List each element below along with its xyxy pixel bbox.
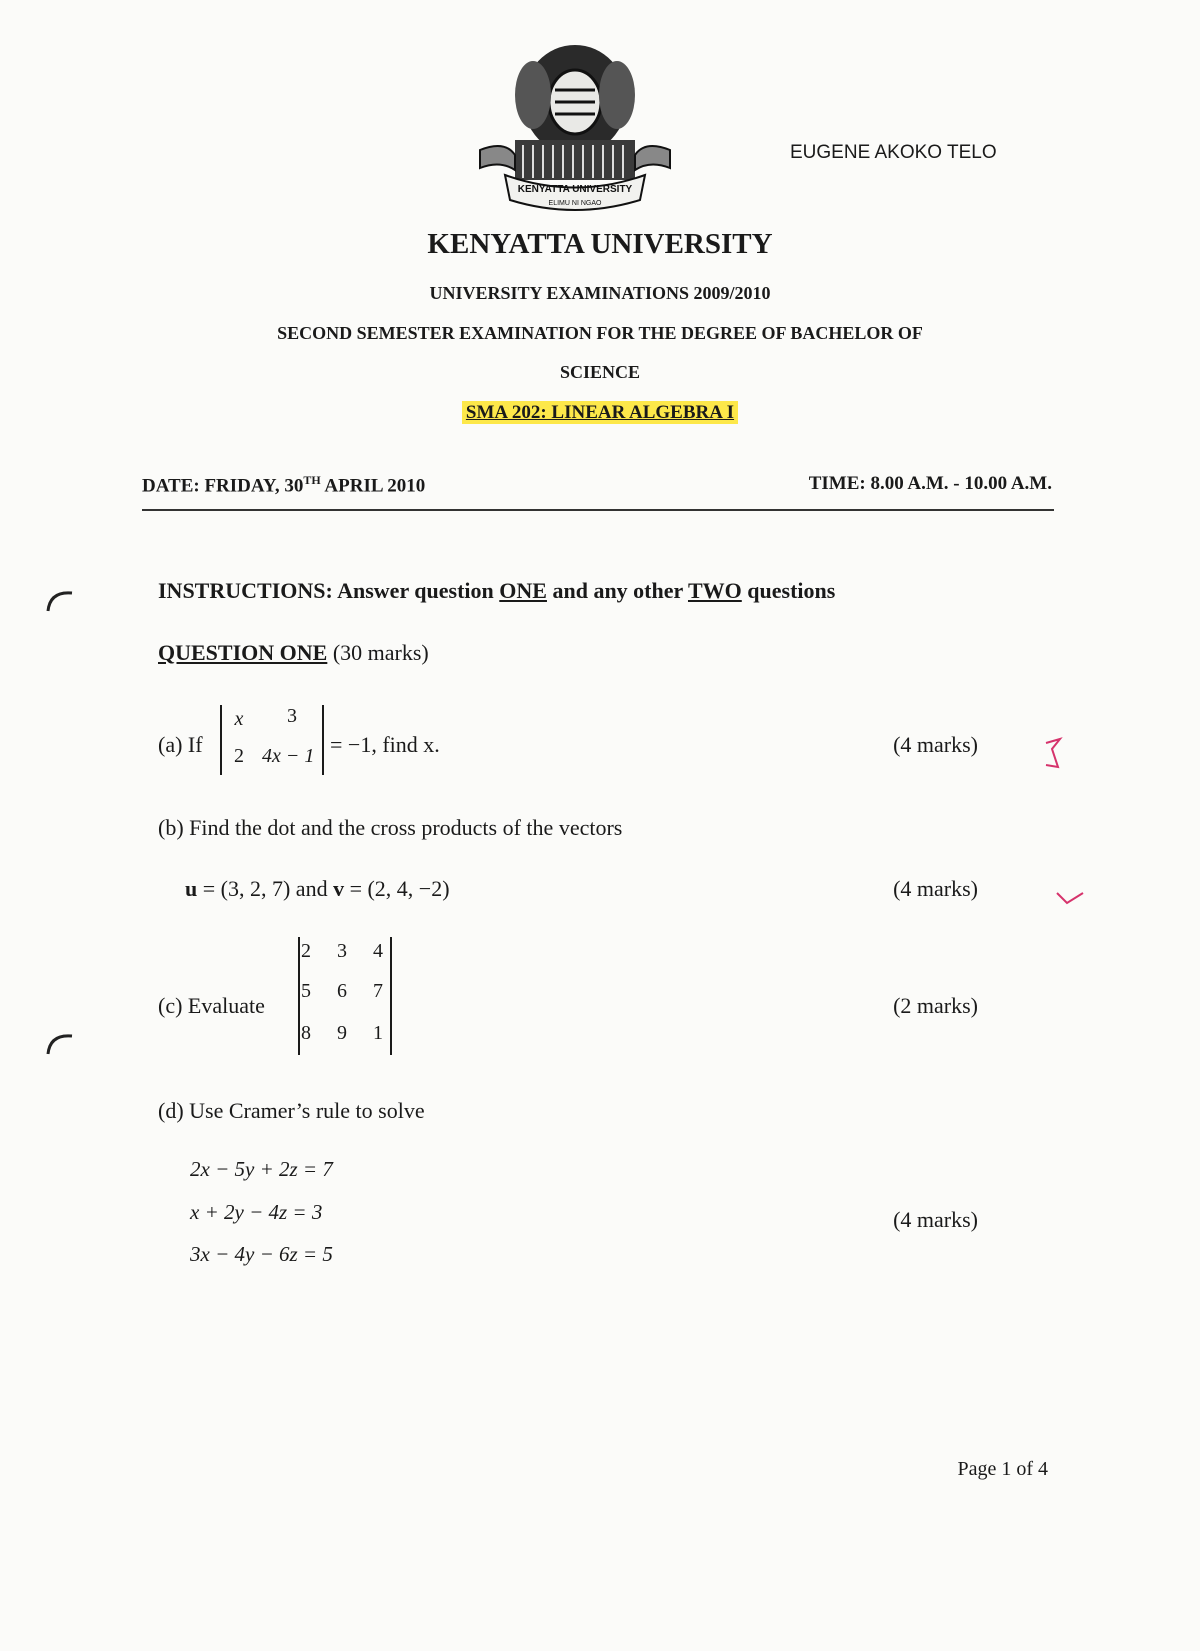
page-number: Page 1 of 4 [957, 1458, 1048, 1480]
exam-date [142, 473, 425, 497]
part-a-marks: (4 marks) [893, 732, 978, 757]
vector-v-value: = (2, 4, −2) [344, 876, 450, 901]
vector-v-label: v [333, 876, 345, 901]
author-name: EUGENE AKOKO TELO [790, 142, 997, 163]
part-a-m21: 2 [234, 745, 244, 767]
part-d-marks: (4 marks) [893, 1207, 978, 1232]
part-c-matrix-cell: 2 [301, 940, 311, 962]
part-c-matrix-cell: 9 [337, 1022, 347, 1044]
handwritten-tick-b [1055, 885, 1085, 910]
part-a-m22: 4x − 1 [262, 745, 315, 767]
part-a-m11: x [234, 708, 244, 730]
part-c-marks: (2 marks) [893, 993, 978, 1018]
part-c-matrix-cell: 3 [337, 940, 347, 962]
date-superscript: TH [303, 473, 321, 487]
part-a-prefix: (a) If [158, 732, 203, 757]
instructions-prefix: INSTRUCTIONS: Answer question [158, 578, 500, 603]
instructions-two: TWO [687, 578, 742, 603]
degree-line-2: SCIENCE [559, 362, 641, 382]
question-one-title: QUESTION ONE [158, 640, 328, 665]
exam-line: UNIVERSITY EXAMINATIONS 2009/2010 [429, 283, 771, 303]
instructions-suffix: questions [741, 578, 836, 603]
part-c-matrix-cell: 5 [301, 980, 311, 1002]
question-one-heading [158, 640, 429, 666]
instructions-middle: and any other [546, 578, 688, 603]
part-d-eq1: 2x − 5y + 2z = 7 [190, 1157, 333, 1181]
margin-hole-mark-1 [42, 585, 82, 625]
part-c-matrix-cell: 6 [337, 980, 347, 1002]
date-label: DATE: FRIDAY, 30 [142, 475, 304, 497]
crest-motto-text: ELIMU NI NGAO [548, 200, 602, 207]
vector-u-label: u [185, 876, 198, 901]
exam-time: TIME: 8.00 A.M. - 10.00 A.M. [808, 473, 1052, 494]
part-b-text: (b) Find the dot and the cross products of the vectors [158, 815, 623, 840]
margin-hole-mark-2 [42, 1028, 82, 1068]
part-a-suffix: = −1, find x. [330, 732, 440, 757]
degree-line-1: SECOND SEMESTER EXAMINATION FOR THE DEGREE OF BACHELOR OF [277, 323, 923, 343]
part-c-matrix-cell: 4 [373, 940, 383, 962]
part-c-matrix-cell: 7 [373, 980, 383, 1002]
university-title: KENYATTA UNIVERSITY [427, 228, 773, 260]
part-a-det-left-bar [220, 705, 222, 775]
part-c-matrix-cell: 1 [373, 1022, 383, 1044]
part-c-matrix-cell: 8 [301, 1022, 311, 1044]
part-a-det-right-bar [322, 705, 324, 775]
part-a-m12: 3 [287, 705, 297, 727]
part-d-eq2: x + 2y − 4z = 3 [190, 1200, 323, 1224]
instructions-one: ONE [499, 578, 547, 603]
part-c-prefix: (c) Evaluate [158, 993, 265, 1018]
vector-u-value: = (3, 2, 7) and [197, 876, 334, 901]
date-rest: APRIL 2010 [320, 475, 426, 497]
crest-banner-text: KENYATTA UNIVERSITY [517, 184, 633, 195]
part-d-text: (d) Use Cramer’s rule to solve [158, 1098, 425, 1123]
university-crest-logo [475, 40, 675, 215]
part-c-det-right-bar [390, 937, 392, 1055]
course-title: SMA 202: LINEAR ALGEBRA I [462, 401, 738, 424]
header-rule [142, 509, 1054, 511]
part-d-eq3: 3x − 4y − 6z = 5 [190, 1242, 333, 1266]
part-b-vectors [185, 876, 450, 902]
handwritten-tick-a [1040, 735, 1070, 775]
part-b-marks: (4 marks) [893, 876, 978, 901]
question-one-marks: (30 marks) [327, 640, 429, 665]
instructions [158, 578, 835, 604]
